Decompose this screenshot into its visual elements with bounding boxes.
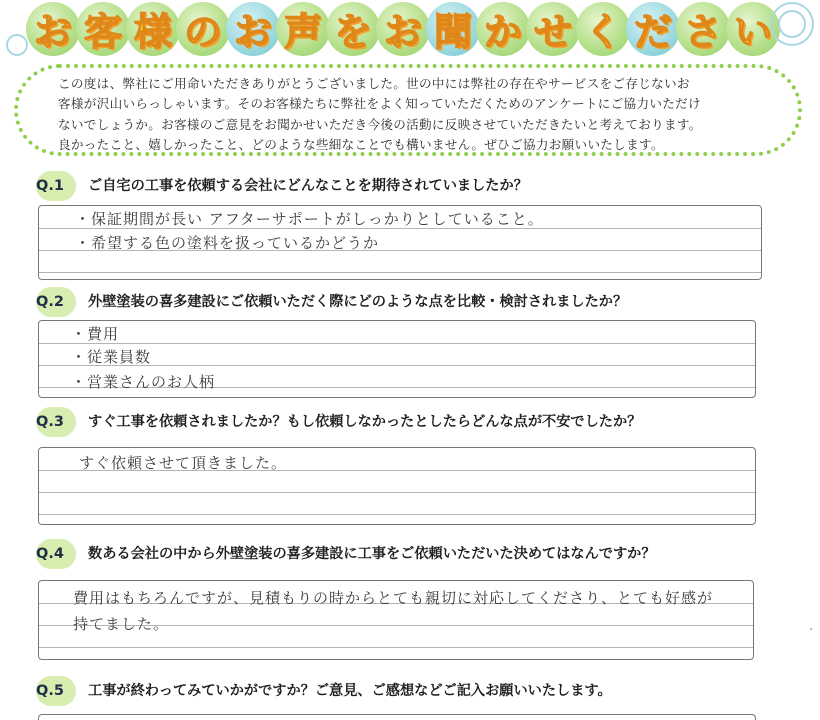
- title-char: く: [583, 10, 622, 54]
- title-char: い: [733, 10, 772, 54]
- intro-line: 良かったこと、嬉しかったこと、どのような些細なことでも構いません。ぜひご協力お願いいたします。: [58, 137, 664, 153]
- question-3-header: [36, 407, 806, 437]
- title-char: 声: [283, 10, 322, 54]
- question-number-badge: [36, 171, 76, 201]
- title-char: さ: [683, 10, 722, 54]
- question-4-header: [36, 539, 806, 569]
- question-number-badge: [36, 287, 76, 317]
- intro-line: この度は、弊社にご用命いただきありがとうございました。世の中には弊社の存在やサービスをご存じないお: [58, 76, 690, 91]
- question-text: すぐ工事を依頼されましたか？もし依頼しなかったとしたらどんな点が不安でしたか？: [88, 414, 642, 430]
- page-header: [0, 0, 820, 62]
- title-char: 客: [83, 10, 122, 54]
- answer-handwriting: 持てました。: [73, 615, 170, 633]
- question-1-answer-box[interactable]: [38, 205, 762, 280]
- answer-handwriting: ・保証期間が長い アフターサポートがしっかりとしていること。: [75, 210, 544, 228]
- question-5-answer-box[interactable]: [38, 714, 756, 720]
- question-number: Q.3: [36, 414, 64, 430]
- question-number: Q.4: [36, 546, 64, 562]
- title-char: せ: [533, 10, 572, 54]
- answer-handwriting: すぐ依頼させて頂きました。: [79, 454, 288, 472]
- scan-speck: [810, 628, 812, 630]
- answer-handwriting: ・営業さんのお人柄: [71, 373, 216, 391]
- question-number-badge: [36, 539, 76, 569]
- decorative-swirl-icon: [6, 34, 28, 56]
- question-2-header: [36, 287, 806, 317]
- question-5-header: [36, 676, 806, 706]
- question-4-answer-box[interactable]: [38, 580, 754, 660]
- answer-handwriting: ・従業員数: [71, 348, 152, 366]
- question-number: Q.2: [36, 294, 64, 310]
- question-2-answer-box[interactable]: [38, 320, 756, 398]
- title-char: 様: [133, 10, 172, 54]
- intro-line: 客様が沢山いらっしゃいます。そのお客様たちに弊社をよく知っていただくためのアンケートにご協力いただけ: [58, 96, 701, 112]
- question-number: Q.5: [36, 683, 64, 699]
- question-text: 外壁塗装の喜多建設にご依頼いただく際にどのような点を比較・検討されましたか？: [88, 294, 628, 310]
- answer-handwriting: ・費用: [71, 325, 120, 343]
- intro-message-box: [14, 64, 802, 156]
- title-char: お: [33, 10, 72, 54]
- title-char: を: [333, 10, 372, 54]
- answer-handwriting: 費用はもちろんですが、見積もりの時からとても親切に対応してくださり、とても好感が: [73, 589, 714, 607]
- question-3-answer-box[interactable]: [38, 447, 756, 525]
- question-number-badge: [36, 676, 76, 706]
- intro-line: ないでしょうか。お客様のご意見をお聞かせいただき今後の活動に反映させていただきたいと考えております。: [58, 116, 702, 132]
- question-text: ご自宅の工事を依頼する会社にどんなことを期待されていましたか？: [88, 178, 528, 194]
- question-number: Q.1: [36, 178, 64, 194]
- question-1-header: [36, 171, 806, 201]
- answer-handwriting: ・希望する色の塗料を扱っているかどうか: [75, 234, 380, 252]
- title-char: か: [483, 10, 522, 54]
- question-number-badge: [36, 407, 76, 437]
- title-char: お: [233, 10, 272, 54]
- title-char: お: [383, 10, 422, 54]
- title-char: 聞: [433, 10, 472, 54]
- title-char: だ: [633, 10, 672, 54]
- page-title: [28, 4, 788, 60]
- question-text: 工事が終わってみていかがですか？ご意見、ご感想などご記入お願いいたします。: [88, 683, 612, 699]
- title-char: の: [183, 10, 222, 54]
- question-text: 数ある会社の中から外壁塗装の喜多建設に工事をご依頼いただいた決めてはなんですか？: [88, 546, 656, 562]
